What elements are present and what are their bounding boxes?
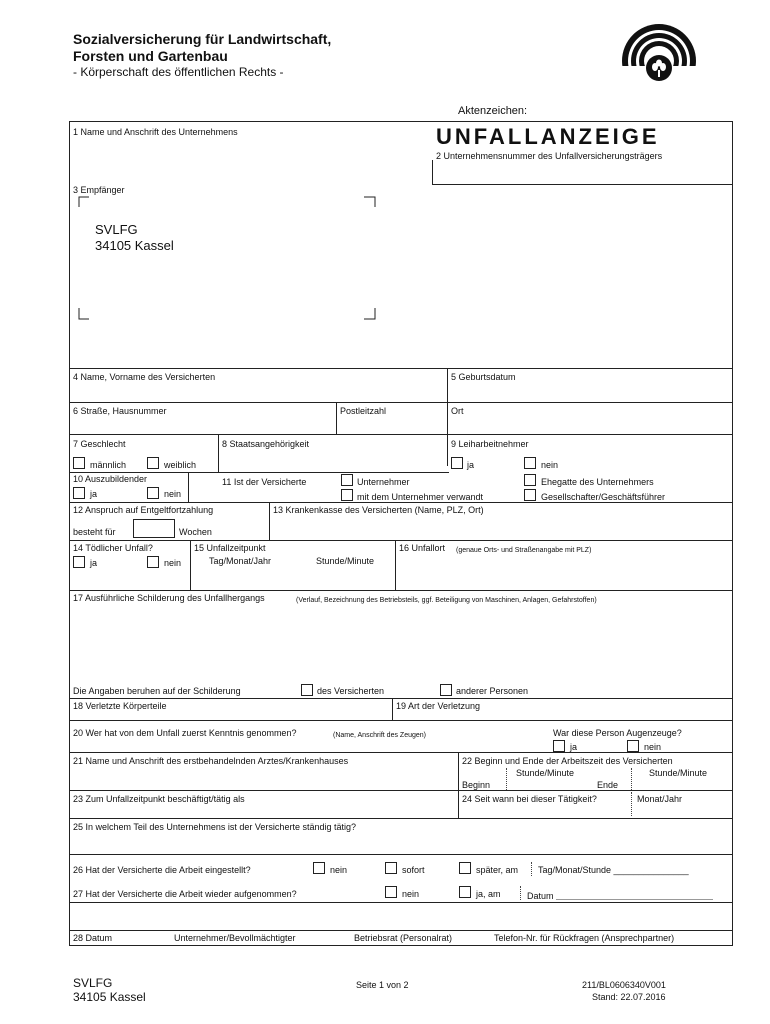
field6-input[interactable] (71, 418, 334, 432)
field23-label: 23 Zum Unfallzeitpunkt beschäftigt/tätig als (73, 794, 245, 804)
field6-label: 6 Straße, Hausnummer (73, 406, 167, 416)
org-subtitle: - Körperschaft des öffentlichen Rechts - (73, 65, 284, 79)
augenzeuge-nein-label: nein (644, 742, 662, 752)
field1-label: 1 Name und Anschrift des Unternehmens (73, 127, 238, 137)
augenzeuge-ja-label: ja (570, 742, 578, 752)
field15-label: 15 Unfallzeitpunkt (194, 543, 266, 553)
eingestellt-nein-checkbox[interactable] (313, 862, 325, 874)
wieder-nein-checkbox[interactable] (385, 886, 397, 898)
field26-label: 26 Hat der Versicherte die Arbeit eingestellt? (73, 865, 251, 875)
field20-label: 20 Wer hat von dem Unfall zuerst Kenntnis genommen? (73, 728, 297, 738)
field22-label: 22 Beginn und Ende der Arbeitszeit des Versicherten (462, 756, 673, 766)
corner-mark-tr (364, 196, 376, 208)
field8-label: 8 Staatsangehörigkeit (222, 439, 310, 449)
field7-label: 7 Geschlecht (73, 439, 126, 449)
tag-monat-stunde-label: Tag/Monat/Stunde _______________ (538, 865, 689, 875)
field4-label: 4 Name, Vorname des Versicherten (73, 372, 216, 382)
form-title: UNFALLANZEIGE (436, 124, 660, 149)
monat-jahr-label: Monat/Jahr (637, 794, 683, 804)
wochen-input[interactable] (133, 519, 175, 538)
beginn-label: Beginn (462, 780, 491, 790)
field13-label: 13 Krankenkasse des Versicherten (Name, PLZ, Ort) (273, 505, 484, 515)
recipient-line2: 34105 Kassel (95, 238, 174, 253)
verwandt-checkbox[interactable] (341, 489, 353, 501)
field19-label: 19 Art der Verletzung (396, 701, 481, 711)
field20-hint: (Name, Anschrift des Zeugen) (333, 732, 426, 739)
field16-hint: (genaue Orts- und Straßenangabe mit PLZ) (456, 547, 592, 554)
leiharbeit-ja-checkbox[interactable] (451, 457, 463, 469)
corner-mark-br (364, 308, 376, 320)
field17-textarea[interactable] (71, 606, 731, 682)
page-number: Seite 1 von 2 (356, 980, 409, 990)
field4-input[interactable] (71, 384, 445, 400)
stunde-minute-ende-label: Stunde/Minute (649, 768, 708, 778)
signature-area[interactable] (71, 904, 731, 928)
gesellschafter-checkbox[interactable] (524, 489, 536, 501)
sofort-checkbox[interactable] (385, 862, 397, 874)
unternehmer-bev-label: Unternehmer/Bevollmächtigter (174, 933, 296, 943)
field12-label: 12 Anspruch auf Entgeltfortzahlung (73, 505, 214, 515)
unfallzeitpunkt-input[interactable] (192, 568, 393, 588)
field25-label: 25 In welchem Teil des Unternehmens ist der Versicherte ständig tätig? (73, 822, 356, 832)
angaben-label: Die Angaben beruhen auf der Schilderung (73, 686, 241, 696)
maennlich-label: männlich (90, 460, 127, 470)
field17-label: 17 Ausführliche Schilderung des Unfallhergangs (73, 593, 265, 603)
spaeter-checkbox[interactable] (459, 862, 471, 874)
augenzeuge-nein-checkbox[interactable] (627, 740, 639, 752)
field28-label: 28 Datum (73, 933, 113, 943)
des-versicherten-label: des Versicherten (317, 686, 385, 696)
field14-label: 14 Tödlicher Unfall? (73, 543, 153, 553)
azubi-nein-checkbox[interactable] (147, 487, 159, 499)
field1-input[interactable] (71, 138, 429, 182)
telefon-label: Telefon-Nr. für Rückfragen (Ansprechpartner) (494, 933, 675, 943)
toedlich-ja-checkbox[interactable] (73, 556, 85, 568)
field24-label: 24 Seit wann bei dieser Tätigkeit? (462, 794, 597, 804)
wieder-ja-label: ja, am (476, 889, 501, 899)
tag-monat-jahr-label: Tag/Monat/Jahr (209, 556, 272, 566)
leiharbeit-nein-label: nein (541, 460, 559, 470)
field2-input[interactable] (434, 163, 732, 183)
augenzeuge-label: War diese Person Augenzeuge? (553, 728, 682, 738)
field9-label: 9 Leiharbeitnehmer (451, 439, 529, 449)
field27-label: 27 Hat der Versicherte die Arbeit wieder aufgenommen? (73, 889, 297, 899)
ehegatte-checkbox[interactable] (524, 474, 536, 486)
azubi-nein-label: nein (164, 489, 182, 499)
ehegatte-label: Ehegatte des Unternehmers (541, 477, 654, 487)
toedlich-nein-label: nein (164, 558, 182, 568)
sofort-label: sofort (402, 865, 425, 875)
org-name-line1: Sozialversicherung für Landwirtschaft, (73, 31, 332, 47)
toedlich-ja-label: ja (90, 558, 98, 568)
footer-address-line2: 34105 Kassel (73, 990, 146, 1004)
maennlich-checkbox[interactable] (73, 457, 85, 469)
postleitzahl-label: Postleitzahl (340, 406, 387, 416)
field16-label: 16 Unfallort (399, 543, 446, 553)
svlfg-logo-icon (620, 22, 698, 100)
field17-hint: (Verlauf, Bezeichnung des Betriebsteils, ggf. Beteiligung von Maschinen, Anlagen, Gefahrstoffen) (296, 597, 597, 604)
anderer-personen-label: anderer Personen (456, 686, 529, 696)
form-stand: Stand: 22.07.2016 (592, 992, 666, 1002)
anderer-personen-checkbox[interactable] (440, 684, 452, 696)
unternehmer-checkbox[interactable] (341, 474, 353, 486)
aktenzeichen-label: Aktenzeichen: (458, 105, 528, 117)
field10-label: 10 Auszubildender (73, 474, 148, 484)
weiblich-checkbox[interactable] (147, 457, 159, 469)
azubi-ja-label: ja (90, 489, 98, 499)
field2-label: 2 Unternehmensnummer des Unfallversicherungsträgers (436, 151, 663, 161)
spaeter-label: später, am (476, 865, 519, 875)
unfallort-input[interactable] (397, 555, 731, 588)
corner-mark-bl (78, 308, 90, 320)
augenzeuge-ja-checkbox[interactable] (553, 740, 565, 752)
ort-input[interactable] (449, 418, 731, 432)
org-name-line2: Forsten und Gartenbau (73, 48, 228, 64)
field18-label: 18 Verletzte Körperteile (73, 701, 167, 711)
plz-input[interactable] (338, 418, 445, 432)
betriebsrat-label: Betriebsrat (Personalrat) (354, 933, 453, 943)
stunde-minute-beginn-label: Stunde/Minute (516, 768, 575, 778)
des-versicherten-checkbox[interactable] (301, 684, 313, 696)
wieder-nein-label: nein (402, 889, 420, 899)
wieder-ja-checkbox[interactable] (459, 886, 471, 898)
weiblich-label: weiblich (164, 460, 197, 470)
verwandt-label: mit dem Unternehmer verwandt (357, 492, 484, 502)
field3-label: 3 Empfänger (73, 185, 125, 195)
toedlich-nein-checkbox[interactable] (147, 556, 159, 568)
wochen-label: Wochen (179, 527, 212, 537)
leiharbeit-ja-label: ja (467, 460, 475, 470)
footer-address-line1: SVLFG (73, 976, 113, 990)
gesellschafter-label: Gesellschafter/Geschäftsführer (541, 492, 666, 502)
ende-label: Ende (597, 780, 619, 790)
field21-label: 21 Name und Anschrift des erstbehandelnden Arztes/Krankenhauses (73, 756, 349, 766)
field13-input[interactable] (271, 517, 731, 538)
corner-mark-tl (78, 196, 90, 208)
datum-label: Datum (527, 891, 554, 901)
ort-label: Ort (451, 406, 464, 416)
azubi-ja-checkbox[interactable] (73, 487, 85, 499)
eingestellt-nein-label: nein (330, 865, 348, 875)
recipient-line1: SVLFG (95, 222, 138, 237)
leiharbeit-nein-checkbox[interactable] (524, 457, 536, 469)
field5-input[interactable] (449, 384, 731, 400)
unternehmer-label: Unternehmer (357, 477, 410, 487)
stunde-minute-label: Stunde/Minute (316, 556, 375, 566)
field11-label: 11 Ist der Versicherte (222, 477, 307, 487)
form-code: 211/BL0606340V001 (582, 980, 666, 990)
besteht-fuer-label: besteht für (73, 527, 116, 537)
field5-label: 5 Geburtsdatum (451, 372, 516, 382)
